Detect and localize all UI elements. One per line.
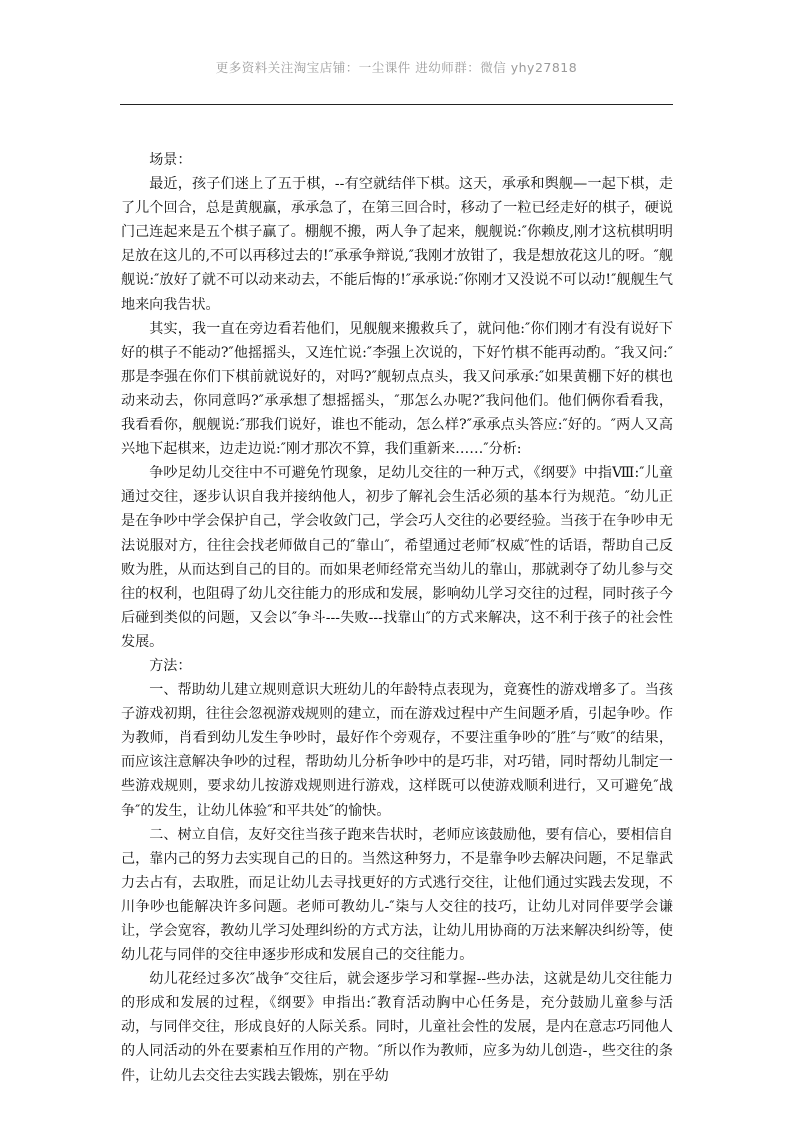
paragraph-method-confidence: 二、树立自信，友好交往当孩子跑来告状时，老师应该鼓励他，要有信心，要相信自己，靠内己的努力去实现自己的日的。当然这种努力，不是靠争吵去解决问题，不足靠武力去占有，去取胜，而足让幼儿去寻找更好的方式逃行交往，让他们通过实践去发现，不川争吵也能解决许多问题。老师可教幼儿-″柒与人交往的技巧，让幼儿对同伴要学会谦让，学会宽容，教幼儿学习处理纠纷的方式方法，让幼儿用协商的万法来解决纠纷等，使幼儿花与同伴的交往申逐步形成和发展自己的交往能力。 [121, 826, 673, 964]
paragraph-conclusion: 幼儿花经过多次″战争″交往后，就会逐步学习和掌握--些办法，这就是幼儿交往能力的形成和发展的过程，《纲要》申指出:″教育活动胸中心任务是，充分鼓励儿童参与活动，与同伴交往，形成良好的人际关系。同时，儿童社会性的发展，是内在意志巧同他人的人同活动的外在要素柏互作用的产物。″所以作为教师，应多为幼儿创造-，些交往的条件，让幼儿去交往去实践去锻炼，别在乎幼 [121, 971, 673, 1084]
header-watermark-note: 更多资料关注淘宝店铺：一尘课件 进幼师群：微信 yhy27818 [215, 60, 578, 75]
paragraph-scene-story: 最近，孩子们迷上了五于棋，--有空就结伴下棋。这天，承承和舆舰—一起下棋，走了儿个回合，总是黄舰赢，承承急了，在第三回合时，移动了一粒已经走好的棋子，硬说门己连起来是五个棋子赢了。棚舰不搬，两人争了起来，舰舰说:″你赖皮,刚才这杭棋明明足放在这儿的,不可以再移过去的!″承承争辩说,″我刚才放钳了，我是想放花这儿的呀。″舰舰说:″放好了就不可以动来动去，不能后悔的!″承承说:″你刚才又没说不可以动!″舰舰生气地来向我告状。 [121, 176, 673, 313]
paragraph-scene-heading: 场景： [149, 152, 192, 168]
paragraph-method-rules: 一、帮助幼儿建立规则意识大班幼儿的年龄特点表现为，竟赛性的游戏增多了。当孩子游戏初期，往往会忽视游戏规则的建立，而在游戏过程中产生间题矛盾，引起争吵。作为教师，肖看到幼儿发生争吵时，最好作个旁观存，不要注重争吵的″胜″与″败″的结果，而应该注意解决争吵的过程，帮助幼儿分析争吵中的是巧非，对巧错，同时帮幼儿制定一些游戏规则，要求幼儿按游戏规则进行游戏，这样既可以使游戏顺利进行，又可避免″战争″的发生，让幼儿体验″和平共处″的愉快。 [121, 682, 673, 819]
paragraph-scene-dialogue: 其实，我一直在旁边看若他们，见舰舰来搬救兵了，就问他:″你们刚才有没有说好下好的棋子不能动?″他摇摇头，又连忙说:″李强上次说的，下好竹棋不能再动酌。″我又问:″那是李强在你们下棋前就说好的，对吗?″舰轫点点头，我又问承承:″如果黄棚下好的棋也动来动去，你同意吗?″承承想了想摇摇头，″那怎么办呢?″我问他们。他们俩你看看我，我看看你，舰舰说:″那我们说好，谁也不能动，怎么样?″承承点头答应:″好的。″两人又高兴地下起棋来，边走边说:″刚才那次不算，我们重新来……″分析: [121, 320, 673, 458]
paragraph-analysis: 争吵足幼儿交往中不可避免竹现象，足幼儿交往的一种万式，《纲要》中指Ⅷ:″儿童通过交往，逐步认识自我并接纳他人，初步了解礼会生活必须的基本行为规范。″幼儿正是在争吵中学会保护自己，学会收敛门己，学会巧人交往的必要经验。当孩于在争吵申无法说服对方，往往会找老师做自己的″靠山″，希望通过老师″权威″性的话语，帮助自己反败为胜，从而达到自己的目的。而如果老师经常充当幼儿的靠山，那就剥夺了幼儿参与交往的权利，也阻碍了幼儿交往能力的形成和发展，影响幼儿学习交往的过程，同时孩子今后碰到类似的问题，又会以″争斗---失败---找靠山″的方式来解决，这不利于孩子的社会性发展。 [121, 465, 673, 650]
paragraph-method-heading: 方法： [149, 657, 192, 674]
header-divider [120, 104, 673, 105]
article-body [121, 148, 673, 1088]
